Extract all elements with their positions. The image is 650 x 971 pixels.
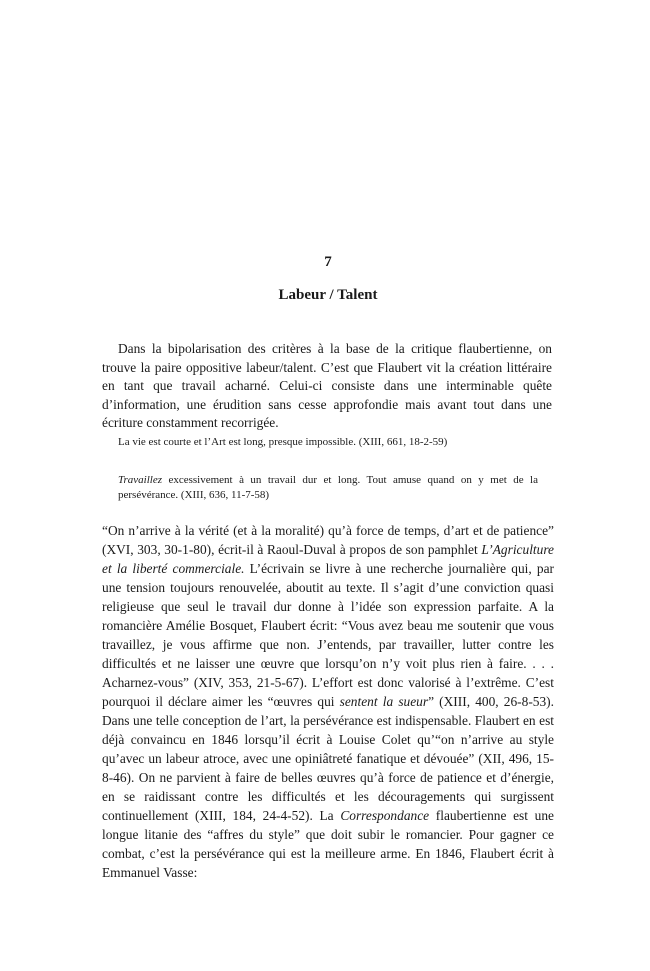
main-text-2: L’écrivain se livre à une recherche journalière qui, par une tension toujours renouvelée, aboutit au texte. Il s’agit d’une conviction quasi religieuse que seul le travail dur donne à l’idée son expression parfaite. A la romancière Amélie Bosquet, Flaubert écrit: “Vous avez beau me soutenir que vous travaillez, je vous affirme que non. J’entends, par travailler, lutter contre les difficultés et ne laisser une œuvre que lorsqu’on n’y voit plus rien à faire. . . . Acharnez-vous” (XIV, 353, 21-5-67). L’effort est donc valorisé à l’extrême. C’est pourquoi il déclare aimer les “œuvres qui — [102, 561, 554, 709]
chapter-number: 7 — [324, 254, 332, 270]
main-italic-1: L’Agriculture et la liberté commerciale. — [102, 542, 554, 576]
main-text-3: ” (XIII, 400, 26-8-53). Dans une telle conception de l’art, la persévérance est indispensable. Flaubert en est déjà convaincu en 1846 lorsqu’il écrit à Louise Colet qu’“on n’arrive au style qu’avec un labeur atroce, avec une opiniâtreté fanatique et dévouée” (XII, 496, 15-8-46). On ne parvient à faire de belles œuvres qu’à force de patience et d’énergie, en se raidissant contre les difficultés et les découragements qui surgissent continuellement (XIII, 184, 24-4-52). La — [102, 694, 554, 823]
block-quote-2 — [118, 473, 538, 502]
quote-2-text: excessivement à un travail dur et long. Tout amuse quand on y met de la persévérance. (XIII, 636, 11-7-58) — [118, 474, 538, 501]
intro-paragraph: Dans la bipolarisation des critères à la base de la critique flaubertienne, on trouve la paire oppositive labeur/talent. C’est que Flaubert vit la création littéraire en tant que travail acharné. Celui-ci consiste dans une interminable quête d’information, une érudition sans cesse approfondie mais avant tout dans une écriture constamment recorrigée. — [102, 341, 552, 430]
main-paragraph — [102, 521, 554, 882]
main-text-4: flaubertienne est une longue litanie des “affres du style” que doit subir le romancier. Pour gagner ce combat, c’est la persévérance qui est la meilleure arme. En 1846, Flaubert écrit à Emmanuel Vasse: — [102, 808, 554, 880]
main-text-1: “On n’arrive à la vérité (et à la moralité) qu’à force de temps, d’art et de patience” (XVI, 303, 30-1-80), écrit-il à Raoul-Duval à propos de son pamphlet — [102, 523, 554, 557]
main-italic-2: sentent la sueur — [339, 694, 429, 709]
block-quote-1: La vie est courte et l’Art est long, presque impossible. (XIII, 661, 18-2-59) — [118, 436, 448, 448]
quote-2-italic: Travaillez — [118, 474, 163, 486]
main-italic-3: Correspondance — [340, 808, 430, 823]
chapter-title: Labeur / Talent — [278, 287, 378, 303]
